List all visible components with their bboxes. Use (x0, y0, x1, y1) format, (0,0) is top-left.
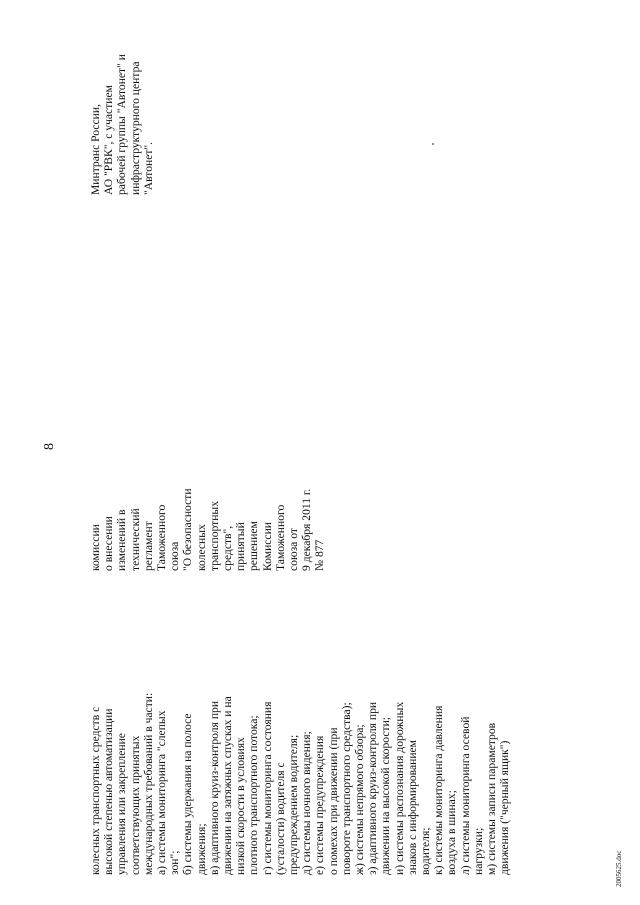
text-line: инфраструктурного центра (128, 61, 142, 195)
legal-act-column (89, 488, 327, 571)
text-line: повороте транспортного средства); (339, 702, 353, 875)
responsible-column (89, 35, 155, 195)
text-line: движении на затяжных спусках и на (221, 696, 235, 875)
requirements-column (89, 611, 512, 875)
text-line: высокой степенью автоматизации (102, 708, 116, 875)
text-line: 9 декабря 2011 г. (300, 488, 314, 571)
text-line: № 877 (313, 539, 327, 571)
text-line: о помехах при движении (при (326, 727, 340, 875)
text-line: движения; (194, 823, 208, 875)
text-line: решением (247, 521, 261, 571)
text-line: принятый (234, 522, 248, 571)
text-line: движения ("черный ящик") (498, 740, 512, 875)
text-line: о внесении (102, 516, 116, 571)
text-line: Минтранс России, (89, 104, 102, 195)
text-line: (усталости) водителя с (273, 762, 287, 875)
text-line: нагрузки; (471, 827, 485, 875)
text-line: изменений в (115, 509, 129, 571)
text-line: е) системы предупреждения (313, 735, 327, 875)
text-line: движении на высокой скорости; (379, 717, 393, 875)
text-line: з) адаптивного круиз-контроля при (366, 701, 380, 875)
text-line: средств", (221, 525, 235, 571)
text-line: б) системы удержания на полосе (181, 713, 195, 875)
text-line: рабочей группы "Автонет" и (115, 54, 129, 195)
text-line: международных требований в части: (141, 692, 155, 875)
text-line: м) системы записи параметров (485, 722, 499, 875)
text-line: транспортных (207, 500, 221, 571)
text-line: л) системы мониторинга осевой (458, 716, 472, 875)
text-line: Комиссии (260, 522, 274, 571)
text-line: комиссии (89, 524, 102, 571)
text-line: д) системы ночного видения; (300, 731, 314, 875)
text-line: ж) системы непрямого обзора; (353, 724, 367, 875)
text-line: и) системы распознания дорожных (392, 701, 406, 875)
text-line: г) системы мониторинга состояния (260, 701, 274, 875)
stray-dot (432, 143, 434, 145)
text-line: соответствующих принятых (128, 735, 142, 875)
text-line: "Автонет". (141, 141, 155, 195)
text-line: Таможенного (273, 504, 287, 571)
text-line: союза (168, 541, 182, 571)
text-line: технический (128, 508, 142, 571)
text-line: зон"; (168, 850, 182, 875)
text-line: знаков с информированием (405, 739, 419, 875)
text-line: регламент (141, 521, 155, 571)
text-line: Таможенного (155, 504, 169, 571)
text-line: плотного транспортного потока; (247, 715, 261, 875)
text-line: к) системы мониторинга давления (432, 705, 446, 875)
text-line: водителя; (419, 827, 433, 875)
text-line: в) адаптивного круиз-контроля при (207, 700, 221, 875)
text-line: предупреждением водителя; (287, 734, 301, 875)
text-line: "О безопасности (181, 488, 195, 571)
text-line: АО "РВК", с участием (102, 85, 116, 195)
text-line: низкой скорости в условиях (234, 737, 248, 875)
text-line: воздуха в шинах; (445, 790, 459, 875)
text-line: колесных (194, 524, 208, 571)
text-line: колесных транспортных средств с (89, 706, 102, 875)
text-line: а) системы мониторинга "слепых (155, 710, 169, 875)
text-line: союза от (287, 528, 301, 571)
text-line: управления или закрепление (115, 733, 129, 875)
page-number: 8 (42, 443, 57, 450)
footer-filename: 2005625.doc (615, 850, 623, 887)
